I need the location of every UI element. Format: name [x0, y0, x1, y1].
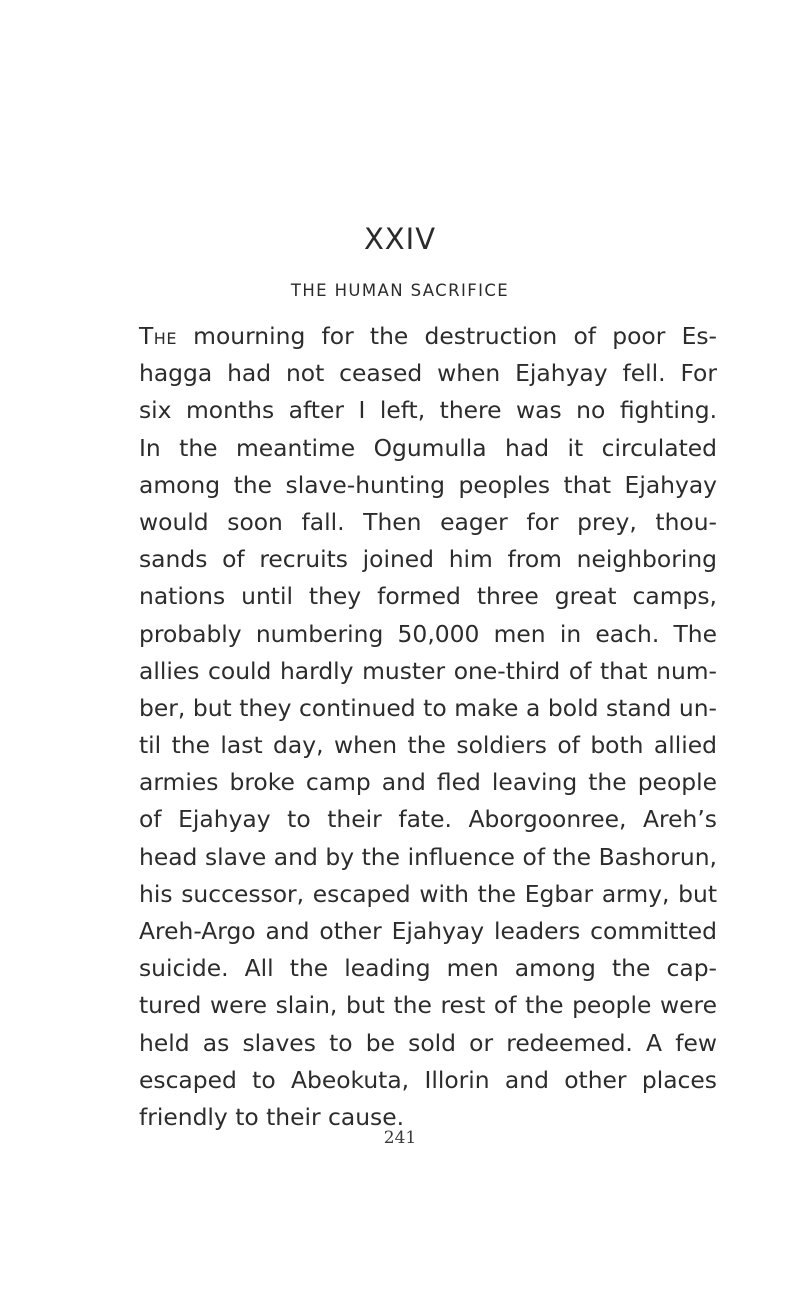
page-number: 241: [383, 1128, 417, 1148]
paragraph-line: probably numbering 50,000 men in each. The: [139, 619, 717, 648]
paragraph-line: six months after I left, there was no fighting.: [139, 396, 717, 425]
paragraph-line: held as slaves to be sold or redeemed. A few: [139, 1028, 717, 1057]
paragraph-line: ber, but they continued to make a bold stand un-: [139, 693, 717, 722]
paragraph-line: sands of recruits joined him from neighboring: [139, 545, 717, 574]
line-text: mourning for the destruction of poor Es-: [176, 322, 717, 350]
paragraph-line: head slave and by the influence of the Bashorun,: [139, 842, 717, 871]
paragraph-line: til the last day, when the soldiers of both allied: [139, 731, 717, 760]
chapter-title: THE HUMAN SACRIFICE: [290, 281, 510, 300]
paragraph-line: In the meantime Ogumulla had it circulated: [139, 433, 717, 462]
paragraph-line: tured were slain, but the rest of the people were: [139, 991, 717, 1020]
paragraph-line: [139, 318, 717, 355]
paragraph-line: Areh-Argo and other Ejahyay leaders committed: [139, 917, 717, 945]
chapter-body: [139, 318, 717, 1136]
paragraph-line: would soon fall. Then eager for prey, thou-: [139, 507, 717, 536]
paragraph-line: of Ejahyay to their fate. Aborgoonree, Areh’s: [139, 805, 717, 834]
paragraph-line: armies broke camp and fled leaving the people: [139, 768, 717, 797]
paragraph-line: hagga had not ceased when Ejahyay fell. For: [139, 359, 717, 388]
paragraph-line: suicide. All the leading men among the cap-: [139, 954, 717, 983]
chapter-number: XXIV: [363, 222, 437, 256]
paragraph-line: nations until they formed three great camps,: [139, 582, 717, 611]
paragraph-line: friendly to their cause.: [139, 1102, 405, 1131]
drop-word: The: [139, 322, 177, 350]
paragraph-line: allies could hardly muster one-third of that num-: [139, 656, 717, 685]
paragraph-line: escaped to Abeokuta, Illorin and other places: [139, 1065, 717, 1094]
paragraph-line: his successor, escaped with the Egbar army, but: [139, 879, 717, 908]
paragraph-line: among the slave-hunting peoples that Ejahyay: [139, 470, 717, 499]
